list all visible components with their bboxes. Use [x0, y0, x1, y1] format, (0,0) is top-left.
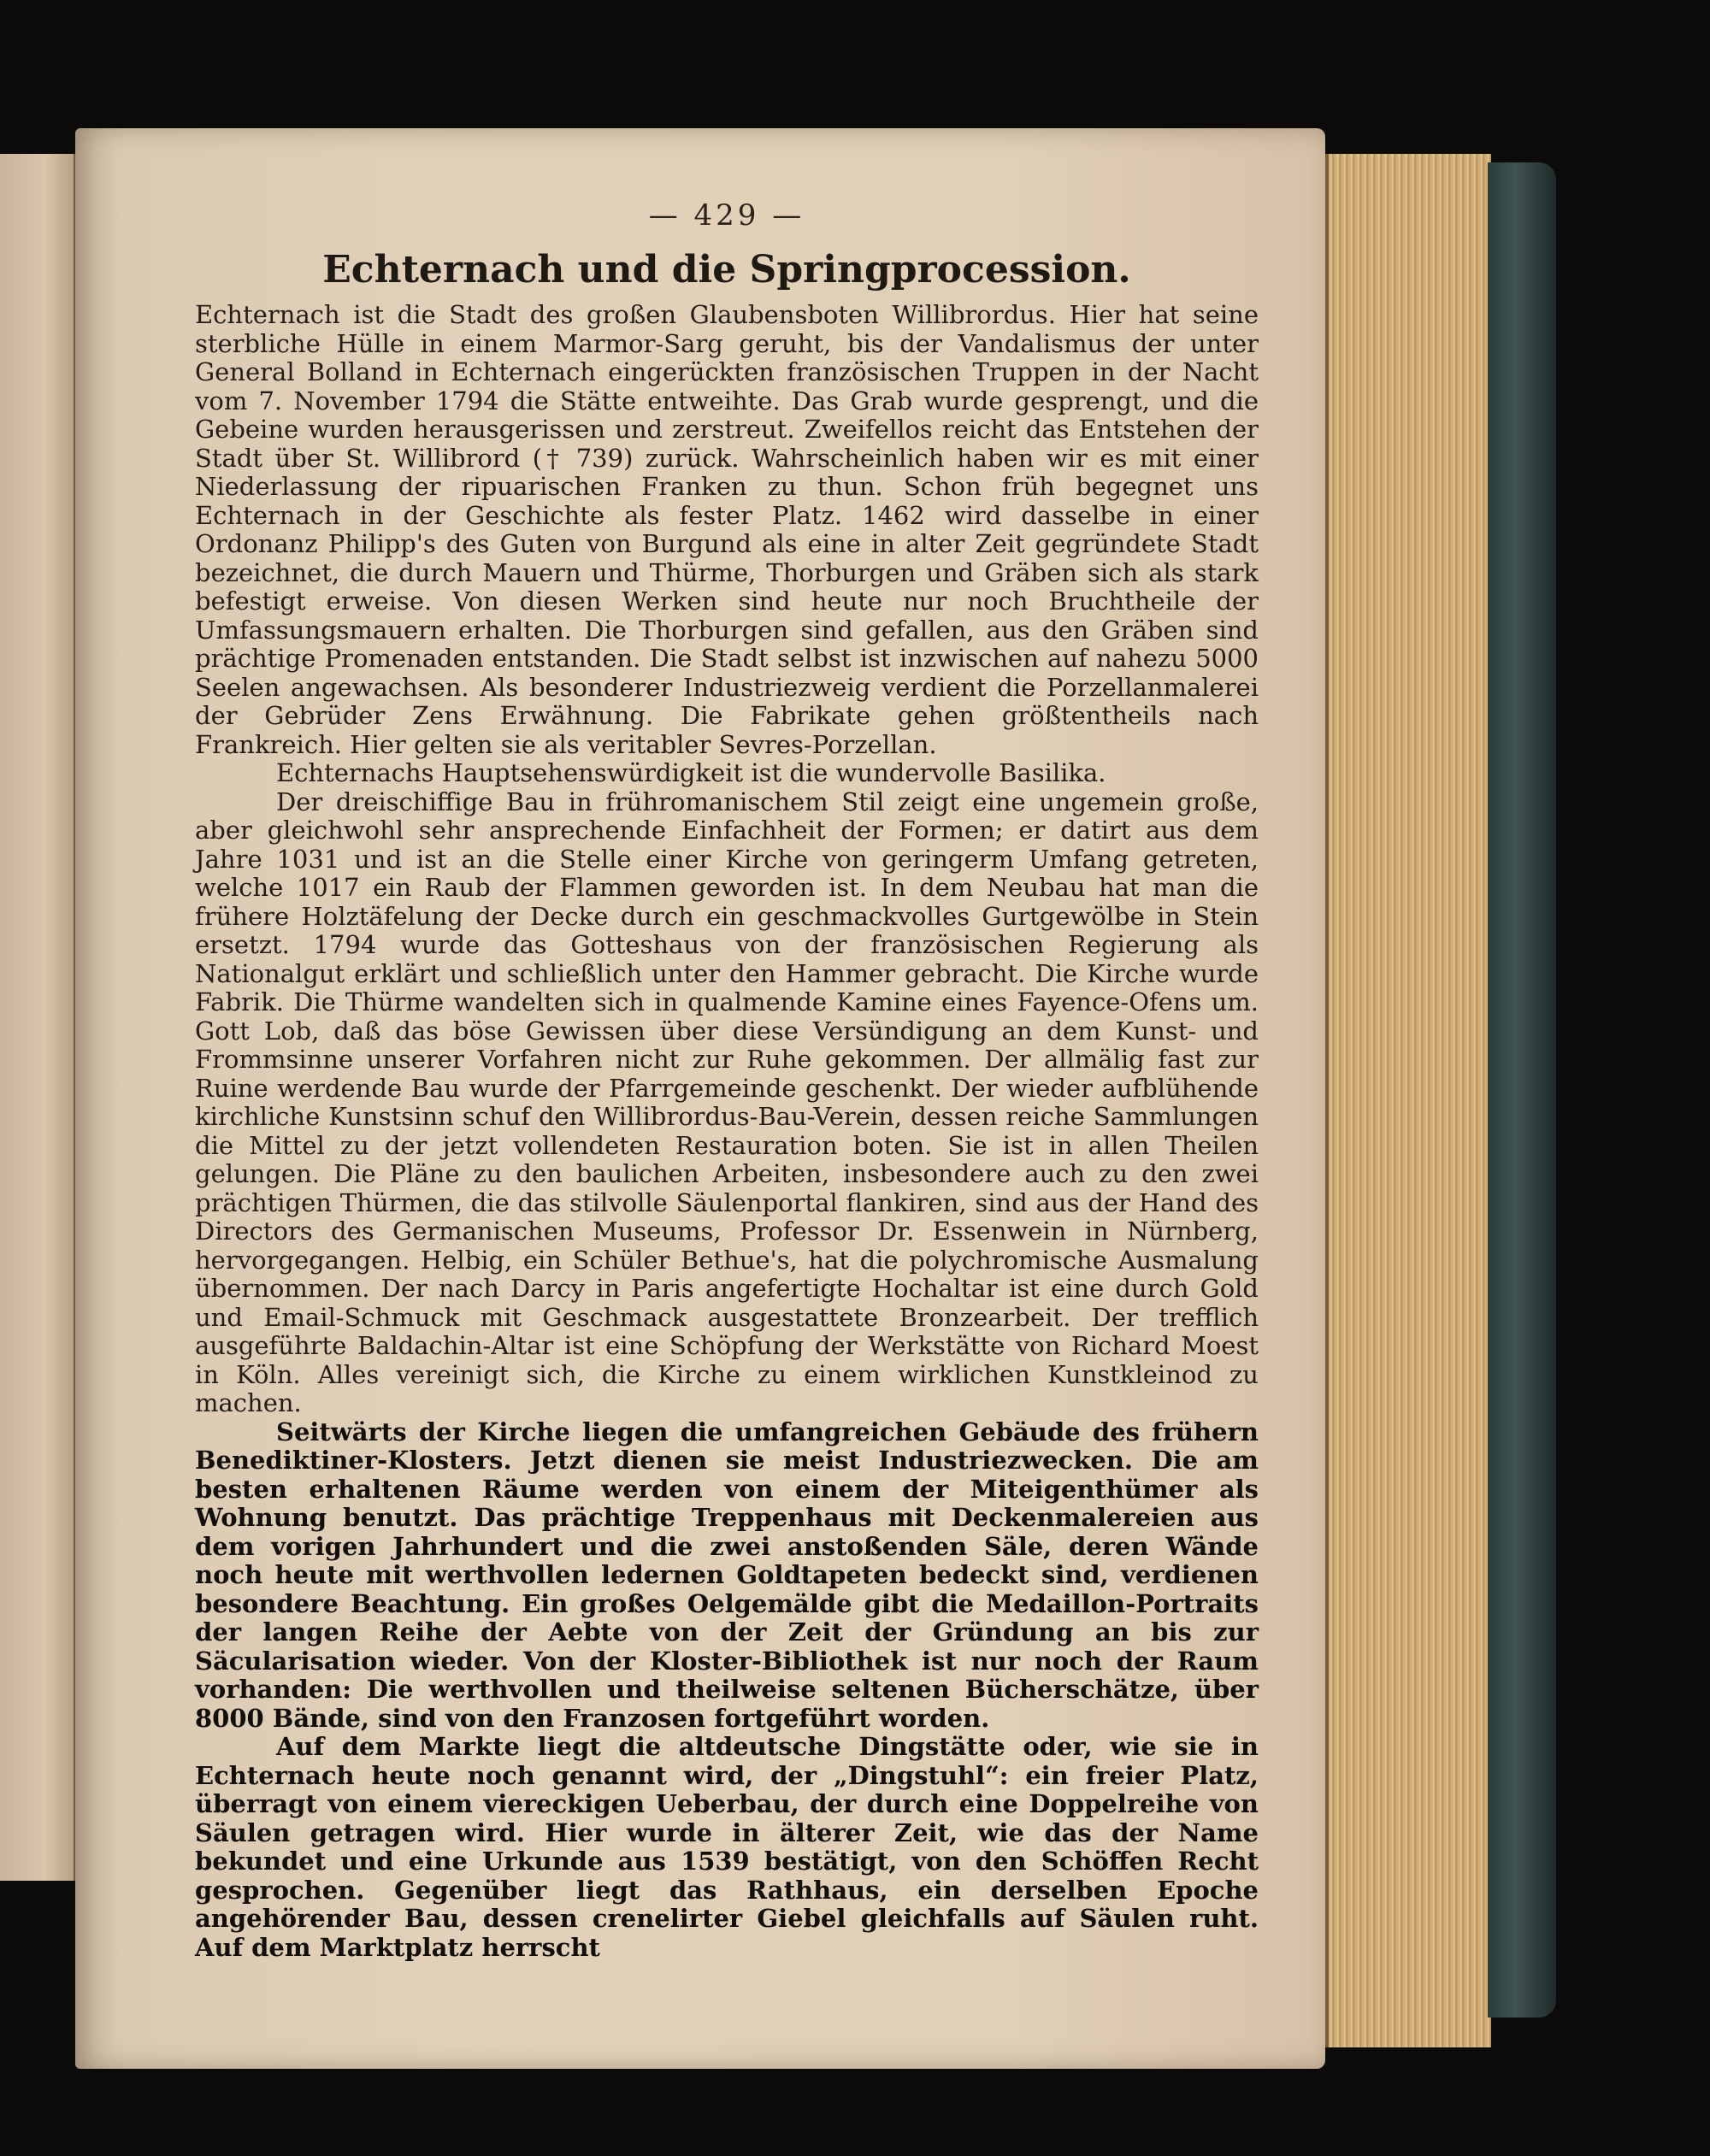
paragraph-1: Echternach ist die Stadt des großen Glaubensboten Willibrordus. Hier hat seine sterbliche Hülle in einem Marmor-Sarg geruht, bis der Vandalismus der unter General Bolland in Echternach eingerückten französischen Truppen in der Nacht vom 7. November 1794 die Stätte entweihte. Das Grab wurde gesprengt, und die Gebeine wurden herausgerissen und zerstreut. Zweifellos reicht das Entstehen der Stadt über St. Willibrord († 739) zurück. Wahrscheinlich haben wir es mit einer Niederlassung der ripuarischen Franken zu thun. Schon früh begegnet uns Echternach in der Geschichte als fester Platz. 1462 wird dasselbe in einer Ordonanz Philipp's des Guten von Burgund als eine in alter Zeit gegründete Stadt bezeichnet, die durch Mauern und Thürme, Thorburgen und Gräben sich als stark befestigt erweise. Von diesen Werken sind heute nur noch Bruchtheile der Umfassungsmauern erhalten. Die Thorburgen sind gefallen, aus den Gräben sind prächtige Promenaden entstanden. Die Stadt selbst ist inzwischen auf nahezu 5000 Seelen angewachsen. Als besonderer Industriezweig verdient die Porzellanmalerei der Gebrüder Zens Erwähnung. Die Fabrikate gehen größtentheils nach Frankreich. Hier gelten sie als veritabler Sevres-Porzellan.: [195, 300, 1259, 759]
body-text: [195, 301, 1259, 1962]
chapter-title: Echternach und die Springprocession.: [322, 248, 1131, 292]
book-cover: [1488, 162, 1556, 2018]
facing-page: [0, 154, 76, 1881]
paragraph-2: Echternachs Hauptsehenswürdigkeit ist die wundervolle Basilika.: [276, 758, 1106, 787]
paragraph-3: Der dreischiffige Bau in frühromanischem Stil zeigt eine ungemein große, aber gleichwohl sehr ansprechende Einfachheit der Formen; er datirt aus dem Jahre 1031 und ist an die Stelle einer Kirche von geringerm Umfang getreten, welche 1017 ein Raub der Flammen geworden ist. In dem Neubau hat man die frühere Holztäfelung der Decke durch ein geschmackvolles Gurtgewölbe in Stein ersetzt. 1794 wurde das Gotteshaus von der französischen Regierung als Nationalgut erklärt und schließlich unter den Hammer gebracht. Die Kirche wurde Fabrik. Die Thürme wandelten sich in qualmende Kamine eines Fayence-Ofens um. Gott Lob, daß das böse Gewissen über diese Versündigung an dem Kunst- und Frommsinne unserer Vorfahren nicht zur Ruhe gekommen. Der allmälig fast zur Ruine werdende Bau wurde der Pfarrgemeinde geschenkt. Der wieder aufblühende kirchliche Kunstsinn schuf den Willibrordus-Bau-Verein, dessen reiche Sammlungen die Mittel zu der jetzt vollendeten Restauration boten. Sie ist in allen Theilen gelungen. Die Pläne zu den baulichen Arbeiten, insbesondere auch zu den zwei prächtigen Thürmen, die das stilvolle Säulenportal flankiren, sind aus der Hand des Directors des Germanischen Museums, Professor Dr. Essenwein in Nürnberg, hervorgegangen. Helbig, ein Schüler Bethue's, hat die polychromische Ausmalung übernommen. Der nach Darcy in Paris angefertigte Hochaltar ist eine durch Gold und Email-Schmuck mit Geschmack ausgestattete Bronzearbeit. Der trefflich ausgeführte Baldachin-Altar ist eine Schöpfung der Werkstätte von Richard Moest in Köln. Alles vereinigt sich, die Kirche zu einem wirklichen Kunstkleinod zu machen.: [195, 786, 1259, 1417]
paragraph-5: Auf dem Markte liegt die altdeutsche Dingstätte oder, wie sie in Echternach heute noch genannt wird, der „Dingstuhl“: ein freier Platz, überragt von einem viereckigen Ueberbau, der durch eine Doppelreihe von Säulen getragen wird. Hier wurde in älterer Zeit, wie das der Name bekundet und eine Urkunde aus 1539 bestätigt, von den Schöffen Recht gesprochen. Gegenüber liegt das Rathhaus, ein derselben Epoche angehörender Bau, dessen crenelirter Giebel gleichfalls auf Säulen ruht. Auf dem Marktplatz herrscht: [195, 1732, 1259, 1962]
page-number: — 429 —: [648, 198, 805, 233]
page-block-edges: [1325, 154, 1491, 2047]
paragraph-4: Seitwärts der Kirche liegen die umfangreichen Gebäude des frühern Benediktiner-Klosters. Jetzt dienen sie meist Industriezwecken. Die am besten erhaltenen Räume werden von einem der Miteigenthümer als Wohnung benutzt. Das prächtige Treppenhaus mit Deckenmalereien aus dem vorigen Jahrhundert und die zwei anstoßenden Säle, deren Wände noch heute mit werthvollen ledernen Goldtapeten bedeckt sind, verdienen besondere Beachtung. Ein großes Oelgemälde gibt die Medaillon-Portraits der langen Reihe der Aebte von der Zeit der Gründung an bis zur Säcularisation wieder. Von der Kloster-Bibliothek ist nur noch der Raum vorhanden: Die werthvollen und theilweise seltenen Bücherschätze, über 8000 Bände, sind von den Franzosen fortgeführt worden.: [195, 1417, 1259, 1733]
